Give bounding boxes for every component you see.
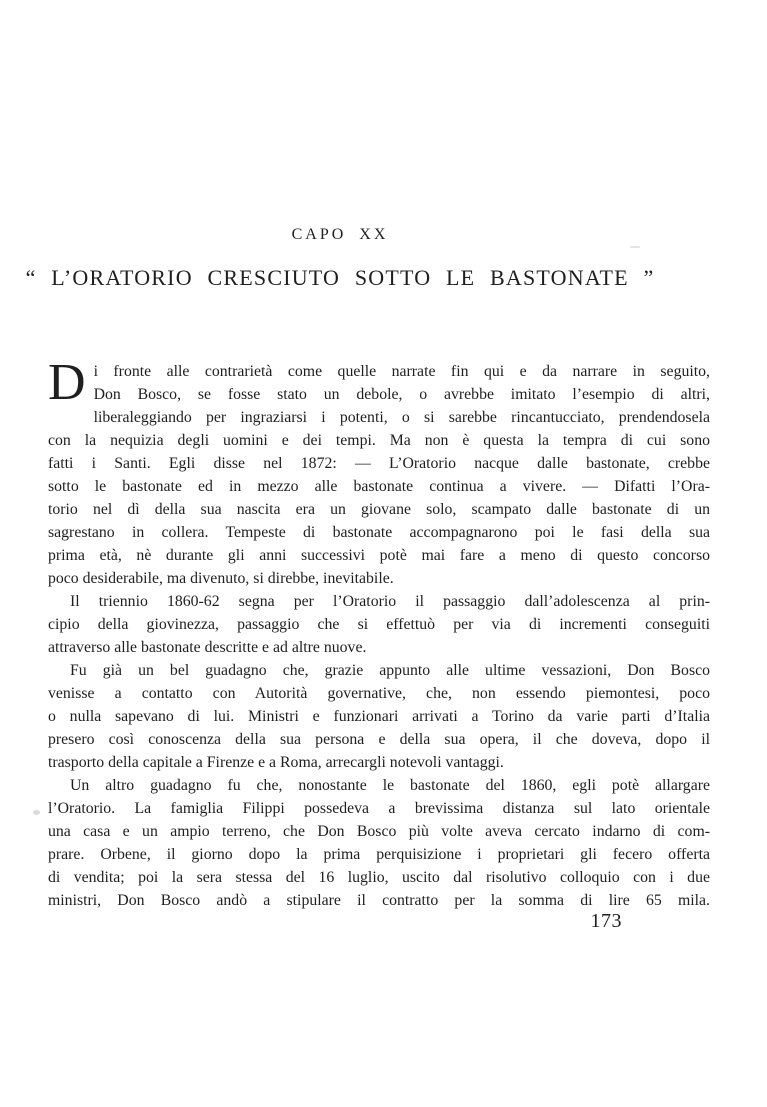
text-line: con la nequizia degli uomini e dei tempi. Ma non è questa la tempra di cui sono <box>48 432 710 449</box>
dropcap-letter: D <box>48 354 86 411</box>
paragraph <box>48 774 710 912</box>
text-line: presero così conoscenza della sua persona e della sua opera, il che doveva, dopo il <box>48 731 710 748</box>
page-number: 173 <box>590 910 622 932</box>
text-line: Il triennio 1860-62 segna per l’Oratorio il passaggio dall’adolescenza al prin- <box>70 593 710 610</box>
text-line: prare. Orbene, il giorno dopo la prima perquisizione i proprietari gli fecero offerta <box>48 846 710 863</box>
text-line: cipio della giovinezza, passaggio che si effettuò per via di incrementi conseguiti <box>48 616 710 633</box>
text-line: trasporto della capitale a Firenze e a Roma, arrecargli notevoli vantaggi. <box>48 754 504 771</box>
scan-artifact <box>630 246 640 248</box>
text-line: una casa e un ampio terreno, che Don Bosco più volte aveva cercato indarno di com- <box>48 823 710 840</box>
text-line: torio nel dì della sua nascita era un giovane solo, scampato dalle bastonate di un <box>48 501 710 518</box>
paragraph <box>48 354 710 590</box>
body-text <box>48 354 710 912</box>
text-line: liberaleggiando per ingraziarsi i potenti, o si sarebbe rincantucciato, prendendosela <box>93 409 710 426</box>
paragraph <box>48 590 710 659</box>
scan-artifact <box>33 810 40 815</box>
text-line: sotto le bastonate ed in mezzo alle bastonate continua a vivere. — Difatti l’Ora- <box>48 478 710 495</box>
paragraph <box>48 659 710 774</box>
text-line: i fronte alle contrarietà come quelle narrate fin qui e da narrare in seguito, <box>93 363 710 380</box>
text-line: ministri, Don Bosco andò a stipulare il contratto per la somma di lire 65 mila. <box>48 892 710 909</box>
text-line: attraverso alle bastonate descritte e ad altre nuove. <box>48 639 367 656</box>
text-line: fatti i Santi. Egli disse nel 1872: — L’Oratorio nacque dalle bastonate, crebbe <box>48 455 710 472</box>
text-line: venisse a contatto con Autorità governative, che, non essendo piemontesi, poco <box>48 685 710 702</box>
text-line: di vendita; poi la sera stessa del 16 luglio, uscito dal risolutivo colloquio con i due <box>48 869 710 886</box>
text-line: o nulla sapevano di lui. Ministri e funzionari arrivati a Torino da varie parti d’Italia <box>48 708 710 725</box>
text-line: Un altro guadagno fu che, nonostante le bastonate del 1860, egli potè allargare <box>70 777 710 794</box>
chapter-title: “ L’ORATORIO CRESCIUTO SOTTO LE BASTONATE ” <box>25 265 655 290</box>
text-line: prima età, nè durante gli anni successivi potè mai fare a meno di questo concorso <box>48 547 710 564</box>
text-line: l’Oratorio. La famiglia Filippi possedeva a brevissima distanza sul lato orientale <box>48 800 710 817</box>
chapter-label: CAPO XX <box>291 226 389 243</box>
text-line: Fu già un bel guadagno che, grazie appunto alle ultime vessazioni, Don Bosco <box>70 662 710 679</box>
text-line: sagrestano in collera. Tempeste di bastonate accompagnarono poi le fasi della sua <box>48 524 710 541</box>
text-line: poco desiderabile, ma divenuto, si direbbe, inevitabile. <box>48 570 394 587</box>
text-line: Don Bosco, se fosse stato un debole, o avrebbe imitato l’esempio di altri, <box>93 386 710 403</box>
